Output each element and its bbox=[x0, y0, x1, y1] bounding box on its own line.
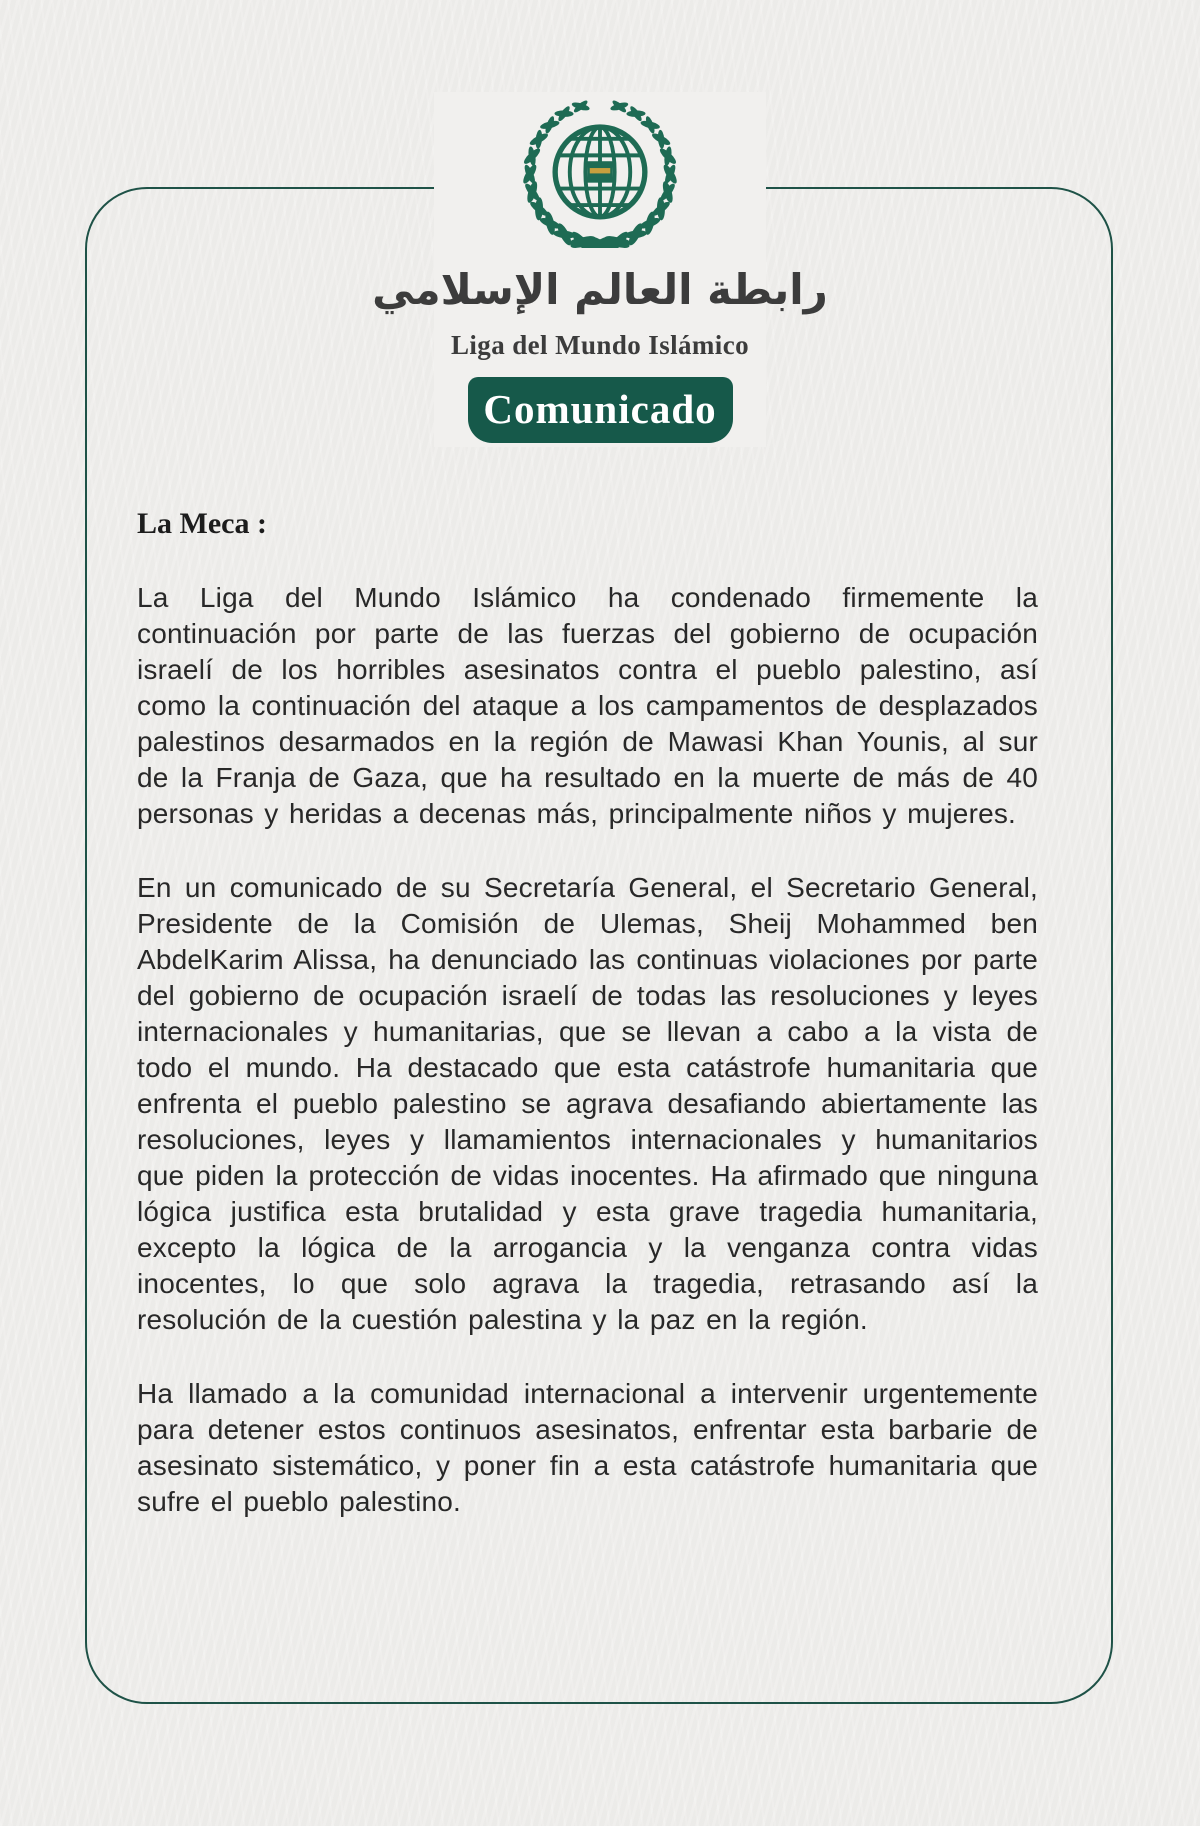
paragraph-2: En un comunicado de su Secretaría General, el Secretario General, Presidente de la Comisión de Ulemas, Sheij Mohammed ben AbdelKarim Alissa, ha denunciado las continuas violaciones por parte del gobierno de ocupación israelí de todas las resoluciones y leyes internacionales y humanitarias, que se llevan a cabo a la vista de todo el mundo. Ha destacado que esta catástrofe humanitaria que enfrenta el pueblo palestino se agrava desafiando abiertamente las resoluciones, leyes y llamamientos internacionales y humanitarios que piden la protección de vidas inocentes. Ha afirmado que ninguna lógica justifica esta brutalidad y esta grave tragedia humanitaria, excepto la lógica de la arrogancia y la venganza contra vidas inocentes, lo que solo agrava la tragedia, retrasando así la resolución de la cuestión palestina y la paz en la región. bbox=[137, 872, 1038, 1335]
comunicado-badge: Comunicado bbox=[468, 377, 733, 443]
paragraph-3: Ha llamado a la comunidad internacional a intervenir urgentemente para detener estos continuos asesinatos, enfrentar esta barbarie de asesinato sistemático, y poner fin a esta catástrofe humanitaria que sufre el pueblo palestino. bbox=[137, 1378, 1038, 1517]
globe-icon bbox=[555, 127, 645, 217]
wreath-globe-kaaba-emblem-icon bbox=[474, 92, 726, 248]
organization-name: Liga del Mundo Islámico bbox=[451, 330, 749, 360]
dateline: La Meca : bbox=[137, 507, 267, 540]
header-logo-block bbox=[372, 92, 828, 447]
arabic-calligraphy-title: رابطة العالم الإسلامي bbox=[372, 265, 828, 314]
communique-body bbox=[137, 506, 1038, 1520]
kaaba-gold-band bbox=[590, 168, 610, 173]
paragraph-1: La Liga del Mundo Islámico ha condenado firmemente la continuación por parte de las fuerzas del gobierno de ocupación israelí de los horribles asesinatos contra el pueblo palestino, así como la continuación del ataque a los campamentos de desplazados palestinos desarmados en la región de Mawasi Khan Younis, al sur de la Franja de Gaza, que ha resultado en la muerte de más de 40 personas y heridas a decenas más, principalmente niños y mujeres. bbox=[137, 582, 1038, 829]
